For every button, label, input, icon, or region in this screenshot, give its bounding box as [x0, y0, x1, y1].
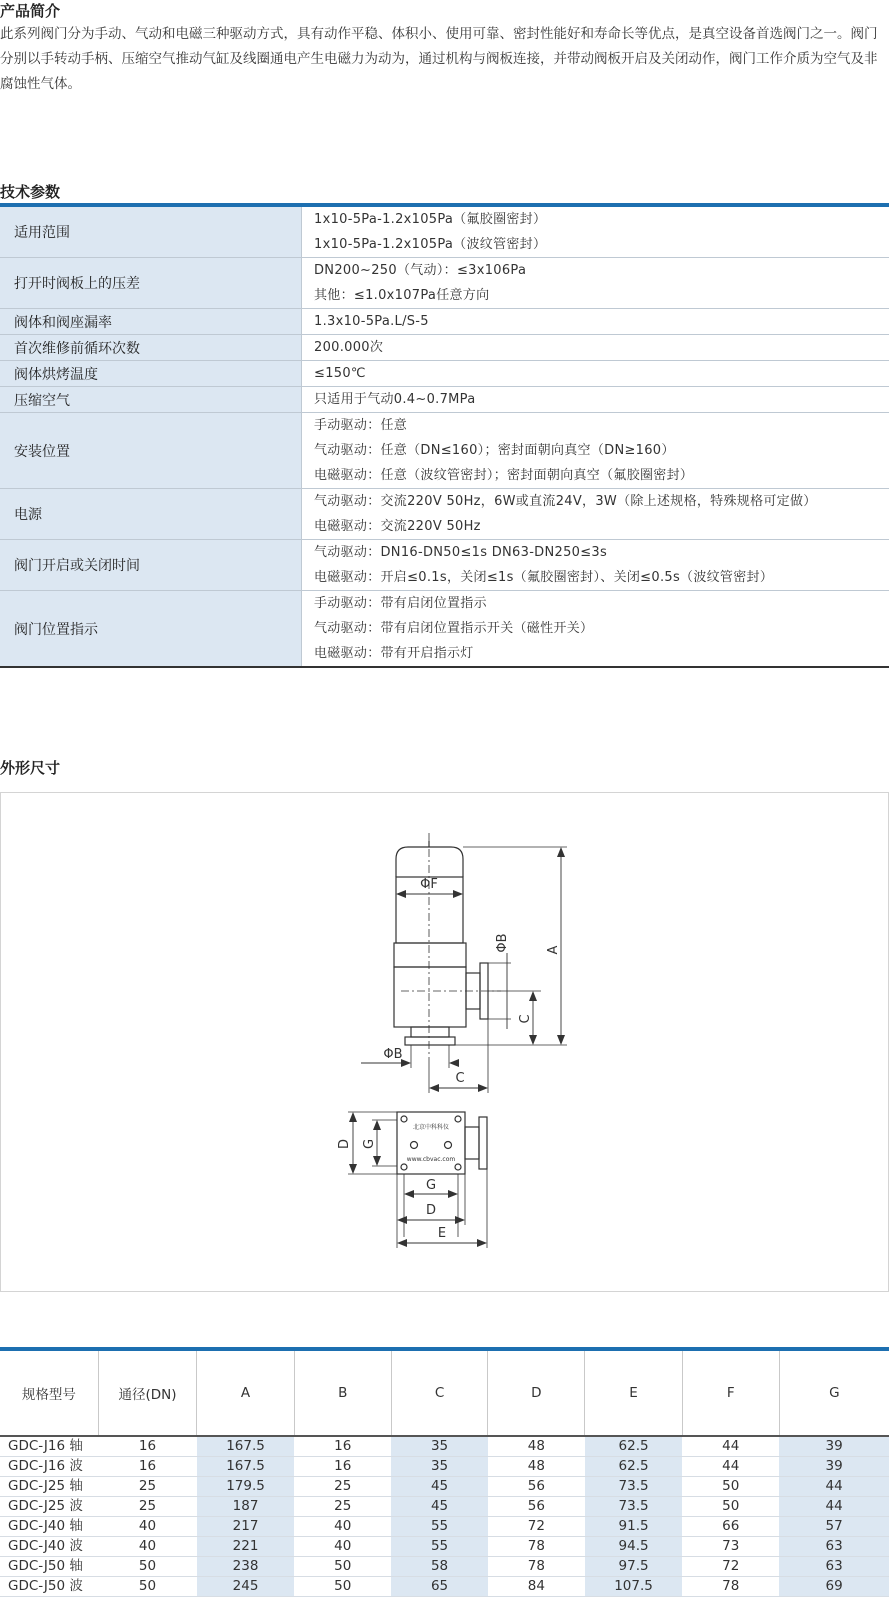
- dim-model-cell: GDC-J50 波: [0, 1577, 98, 1597]
- spec-row: [0, 309, 889, 335]
- label-c-bottom: C: [455, 1071, 464, 1086]
- dim-value-cell: 73: [682, 1537, 779, 1557]
- dim-value-cell: 78: [488, 1557, 585, 1577]
- dim-model-cell: GDC-J16 轴: [0, 1436, 98, 1457]
- dim-row: [0, 1457, 889, 1477]
- drawing-title: 外形尺寸: [0, 757, 60, 778]
- label-g-vertical: G: [362, 1139, 377, 1149]
- dim-value-cell: 57: [779, 1517, 889, 1537]
- dim-value-cell: 73.5: [585, 1477, 683, 1497]
- dimension-drawing: [0, 792, 889, 1292]
- specs-title: 技术参数: [0, 181, 60, 202]
- spec-value-line: 200.000次: [314, 335, 889, 360]
- dim-value-cell: 84: [488, 1577, 585, 1597]
- dim-value-cell: 16: [98, 1436, 196, 1457]
- spec-label: 压缩空气: [0, 387, 302, 413]
- label-a: A: [546, 945, 561, 954]
- intro-text: 此系列阀门分为手动、气动和电磁三种驱动方式，具有动作平稳、体积小、使用可靠、密封性能好和寿命长等优点，是真空设备首选阀门之一。阀门分别以手转动手柄、压缩空气推动气缸及线圈通电产生电磁力为动为，通过机构与阀板连接，并带动阀板开启及关闭动作，阀门工作介质为空气及非腐蚀性气体。: [0, 22, 880, 97]
- dim-value-cell: 63: [779, 1537, 889, 1557]
- dim-header-cell: B: [294, 1349, 391, 1436]
- spec-value-line: 气动驱动：DN16-DN50≤1s DN63-DN250≤3s: [314, 540, 889, 565]
- dim-value-cell: 91.5: [585, 1517, 683, 1537]
- dimension-table: [0, 1347, 889, 1597]
- spec-value-line: 电磁驱动：带有开启指示灯: [314, 641, 889, 666]
- dim-value-cell: 50: [98, 1557, 196, 1577]
- dim-value-cell: 40: [294, 1517, 391, 1537]
- spec-value-line: 只适用于气动0.4~0.7MPa: [314, 387, 889, 412]
- dim-header-cell: C: [391, 1349, 488, 1436]
- dim-value-cell: 50: [682, 1477, 779, 1497]
- dim-value-cell: 40: [98, 1537, 196, 1557]
- spec-label: 阀体和阀座漏率: [0, 309, 302, 335]
- dim-value-cell: 245: [197, 1577, 295, 1597]
- dim-value-cell: 50: [98, 1577, 196, 1597]
- dim-value-cell: 35: [391, 1457, 488, 1477]
- dim-value-cell: 40: [98, 1517, 196, 1537]
- dim-value-cell: 66: [682, 1517, 779, 1537]
- spec-row: [0, 540, 889, 591]
- spec-row: [0, 387, 889, 413]
- dim-value-cell: 25: [294, 1477, 391, 1497]
- top-port-neck: [465, 1127, 479, 1159]
- dim-value-cell: 72: [488, 1517, 585, 1537]
- dim-row: [0, 1537, 889, 1557]
- plate-text-brand: 北京中科科仪: [413, 1123, 449, 1131]
- dim-header-cell: A: [197, 1349, 295, 1436]
- dim-value-cell: 107.5: [585, 1577, 683, 1597]
- dim-header-cell: E: [585, 1349, 683, 1436]
- label-d-horizontal: D: [426, 1203, 436, 1218]
- dim-value-cell: 63: [779, 1557, 889, 1577]
- spec-values: [302, 591, 889, 668]
- label-phib-side: ΦB: [495, 933, 510, 952]
- dim-value-cell: 48: [488, 1436, 585, 1457]
- dim-model-cell: GDC-J40 轴: [0, 1517, 98, 1537]
- spec-value-line: 手动驱动：任意: [314, 413, 889, 438]
- dim-value-cell: 16: [294, 1457, 391, 1477]
- dim-value-cell: 44: [682, 1457, 779, 1477]
- spec-value-line: 手动驱动：带有启闭位置指示: [314, 591, 889, 616]
- spec-label: 阀体烘烤温度: [0, 361, 302, 387]
- dim-header-cell: D: [488, 1349, 585, 1436]
- dim-row: [0, 1517, 889, 1537]
- spec-value-line: 1x10-5Pa-1.2x105Pa（氟胶圈密封）: [314, 207, 889, 232]
- spec-values: [302, 258, 889, 309]
- dim-model-cell: GDC-J25 轴: [0, 1477, 98, 1497]
- dim-value-cell: 56: [488, 1497, 585, 1517]
- label-phib-bottom: ΦB: [383, 1047, 402, 1062]
- dim-value-cell: 25: [98, 1497, 196, 1517]
- dim-value-cell: 94.5: [585, 1537, 683, 1557]
- spec-value-line: 气动驱动：带有启闭位置指示开关（磁性开关）: [314, 616, 889, 641]
- dim-value-cell: 179.5: [197, 1477, 295, 1497]
- spec-values: [302, 540, 889, 591]
- dim-value-cell: 187: [197, 1497, 295, 1517]
- dim-value-cell: 73.5: [585, 1497, 683, 1517]
- spec-label: 首次维修前循环次数: [0, 335, 302, 361]
- dim-value-cell: 55: [391, 1537, 488, 1557]
- spec-row: [0, 258, 889, 309]
- top-view-plate: [397, 1112, 465, 1174]
- spec-values: [302, 387, 889, 413]
- label-d-vertical: D: [337, 1139, 352, 1149]
- spec-value-line: 1.3x10-5Pa.L/S-5: [314, 309, 889, 334]
- dim-model-cell: GDC-J50 轴: [0, 1557, 98, 1577]
- valve-bonnet: [394, 943, 466, 967]
- actuator-cap: [396, 847, 463, 877]
- dim-value-cell: 167.5: [197, 1436, 295, 1457]
- plate-text-url: www.cbvac.com: [407, 1156, 456, 1163]
- top-port-flange: [479, 1117, 487, 1169]
- spec-label: 打开时阀板上的压差: [0, 258, 302, 309]
- spec-row: [0, 489, 889, 540]
- bottom-port-neck: [411, 1027, 449, 1037]
- dim-header-cell: F: [682, 1349, 779, 1436]
- dim-value-cell: 78: [682, 1577, 779, 1597]
- dim-value-cell: 44: [682, 1436, 779, 1457]
- dim-value-cell: 62.5: [585, 1457, 683, 1477]
- dim-row: [0, 1477, 889, 1497]
- spec-value-line: 电磁驱动：开启≤0.1s，关闭≤1s（氟胶圈密封）、关闭≤0.5s（波纹管密封）: [314, 565, 889, 590]
- dim-value-cell: 50: [294, 1557, 391, 1577]
- dim-value-cell: 50: [682, 1497, 779, 1517]
- dim-row: [0, 1557, 889, 1577]
- spec-values: [302, 309, 889, 335]
- dim-value-cell: 238: [197, 1557, 295, 1577]
- spec-label: 阀门位置指示: [0, 591, 302, 668]
- spec-row: [0, 591, 889, 668]
- spec-row: [0, 361, 889, 387]
- spec-table: [0, 203, 889, 668]
- spec-row: [0, 205, 889, 258]
- dim-value-cell: 56: [488, 1477, 585, 1497]
- spec-value-line: 气动驱动：任意（DN≤160）；密封面朝向真空（DN≥160）: [314, 438, 889, 463]
- dim-header-cell: 通径(DN): [98, 1349, 196, 1436]
- dim-row: [0, 1497, 889, 1517]
- dim-value-cell: 45: [391, 1477, 488, 1497]
- dim-row: [0, 1436, 889, 1457]
- dim-header-cell: G: [779, 1349, 889, 1436]
- dim-row: [0, 1577, 889, 1597]
- plate-port-right: [445, 1142, 452, 1149]
- dim-value-cell: 44: [779, 1497, 889, 1517]
- label-c-side: C: [518, 1014, 533, 1023]
- dim-value-cell: 97.5: [585, 1557, 683, 1577]
- dim-model-cell: GDC-J25 波: [0, 1497, 98, 1517]
- dim-value-cell: 16: [294, 1436, 391, 1457]
- spec-label: 电源: [0, 489, 302, 540]
- spec-value-line: DN200~250（气动）：≤3x106Pa: [314, 258, 889, 283]
- label-g-horizontal: G: [426, 1178, 436, 1193]
- dim-value-cell: 78: [488, 1537, 585, 1557]
- dim-value-cell: 217: [197, 1517, 295, 1537]
- dim-value-cell: 44: [779, 1477, 889, 1497]
- dim-value-cell: 72: [682, 1557, 779, 1577]
- dim-value-cell: 55: [391, 1517, 488, 1537]
- dim-value-cell: 16: [98, 1457, 196, 1477]
- spec-label: 阀门开启或关闭时间: [0, 540, 302, 591]
- spec-label: 适用范围: [0, 205, 302, 258]
- spec-label: 安装位置: [0, 413, 302, 489]
- dim-value-cell: 39: [779, 1457, 889, 1477]
- spec-row: [0, 413, 889, 489]
- spec-values: [302, 489, 889, 540]
- dim-value-cell: 25: [98, 1477, 196, 1497]
- spec-value-line: 电磁驱动：交流220V 50Hz: [314, 514, 889, 539]
- dim-model-cell: GDC-J40 波: [0, 1537, 98, 1557]
- dim-value-cell: 167.5: [197, 1457, 295, 1477]
- dim-value-cell: 45: [391, 1497, 488, 1517]
- plate-port-left: [411, 1142, 418, 1149]
- dim-value-cell: 35: [391, 1436, 488, 1457]
- dim-model-cell: GDC-J16 波: [0, 1457, 98, 1477]
- dim-value-cell: 48: [488, 1457, 585, 1477]
- bottom-port-flange: [405, 1037, 455, 1045]
- spec-values: [302, 361, 889, 387]
- dim-header-cell: 规格型号: [0, 1349, 98, 1436]
- spec-values: [302, 335, 889, 361]
- spec-value-line: 其他：≤1.0x107Pa任意方向: [314, 283, 889, 308]
- dim-value-cell: 50: [294, 1577, 391, 1597]
- spec-row: [0, 335, 889, 361]
- spec-value-line: 电磁驱动：任意（波纹管密封）；密封面朝向真空（氟胶圈密封）: [314, 463, 889, 488]
- spec-values: [302, 205, 889, 258]
- dim-value-cell: 39: [779, 1436, 889, 1457]
- spec-values: [302, 413, 889, 489]
- valve-diagram: [1, 793, 888, 1291]
- dim-value-cell: 58: [391, 1557, 488, 1577]
- dim-value-cell: 69: [779, 1577, 889, 1597]
- dim-value-cell: 25: [294, 1497, 391, 1517]
- valve-body: [394, 967, 466, 1027]
- label-phif: ΦF: [420, 877, 438, 892]
- dim-value-cell: 40: [294, 1537, 391, 1557]
- spec-value-line: 气动驱动：交流220V 50Hz，6W或直流24V，3W（除上述规格，特殊规格可定做）: [314, 489, 889, 514]
- dim-value-cell: 65: [391, 1577, 488, 1597]
- spec-value-line: 1x10-5Pa-1.2x105Pa（波纹管密封）: [314, 232, 889, 257]
- label-e: E: [438, 1226, 446, 1241]
- spec-value-line: ≤150℃: [314, 361, 889, 386]
- dim-value-cell: 62.5: [585, 1436, 683, 1457]
- intro-title: 产品简介: [0, 0, 60, 21]
- dim-value-cell: 221: [197, 1537, 295, 1557]
